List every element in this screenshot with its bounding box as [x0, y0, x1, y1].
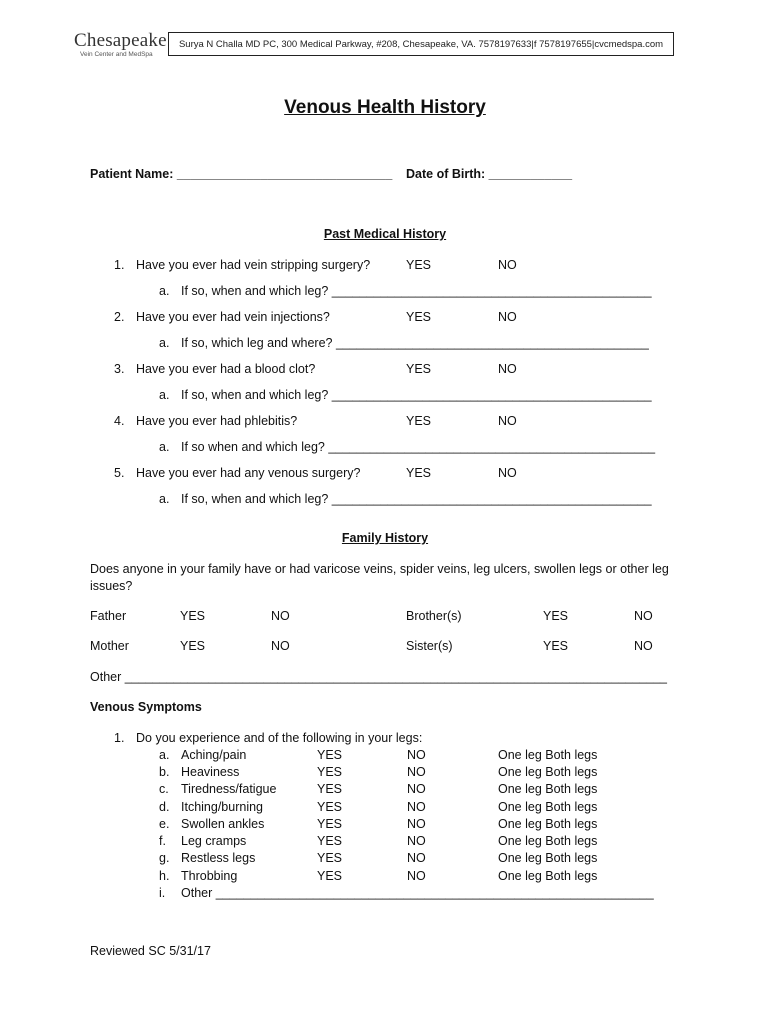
sub-letter: a.: [159, 336, 170, 350]
yes-option[interactable]: YES: [317, 782, 343, 796]
sub-letter: a.: [159, 440, 170, 454]
question-text: Have you ever had a blood clot?: [136, 362, 316, 376]
question-text: Have you ever had vein injections?: [136, 310, 330, 324]
no-option[interactable]: NO: [271, 639, 290, 653]
question-number: 5.: [114, 466, 125, 480]
symptom-label: Restless legs: [181, 851, 256, 865]
yes-option[interactable]: YES: [543, 639, 569, 653]
question-number: 3.: [114, 362, 125, 376]
sub-answer-field[interactable]: If so when and which leg? _______________________________________________: [181, 440, 656, 454]
leg-options[interactable]: One leg Both legs: [498, 782, 598, 796]
yes-option[interactable]: YES: [317, 800, 343, 814]
no-option[interactable]: NO: [407, 869, 426, 883]
no-option[interactable]: NO: [498, 310, 517, 324]
clinic-contact-text: Surya N Challa MD PC, 300 Medical Parkway, #208, Chesapeake, VA. 7578197633|f 7578197655|cvcmedspa.com: [178, 38, 664, 50]
leg-options[interactable]: One leg Both legs: [498, 800, 598, 814]
symptom-letter: g.: [159, 851, 170, 865]
no-option[interactable]: NO: [498, 258, 517, 272]
symptom-letter: a.: [159, 748, 170, 762]
no-option[interactable]: NO: [498, 362, 517, 376]
date-of-birth-field[interactable]: Date of Birth: ____________: [406, 167, 573, 181]
no-option[interactable]: NO: [634, 639, 653, 653]
logo-subtitle: Vein Center and MedSpa: [80, 51, 153, 58]
question-text: Have you ever had phlebitis?: [136, 414, 298, 428]
family-history-heading: Family History: [341, 531, 429, 545]
symptom-letter: e.: [159, 817, 170, 831]
sub-letter: a.: [159, 284, 170, 298]
patient-name-field[interactable]: Patient Name: _______________________________: [90, 167, 393, 181]
leg-options[interactable]: One leg Both legs: [498, 748, 598, 762]
no-option[interactable]: NO: [407, 782, 426, 796]
symptom-label: Leg cramps: [181, 834, 247, 848]
yes-option[interactable]: YES: [406, 414, 432, 428]
yes-option[interactable]: YES: [406, 310, 432, 324]
symptom-letter: c.: [159, 782, 169, 796]
logo-name: Chesapeake: [74, 30, 167, 51]
family-member-label: Brother(s): [406, 609, 462, 623]
question-text: Have you ever had vein stripping surgery?: [136, 258, 371, 272]
venous-symptoms-heading: Venous Symptoms: [90, 700, 202, 714]
yes-option[interactable]: YES: [406, 466, 432, 480]
symptoms-question: Do you experience and of the following in your legs:: [136, 731, 423, 745]
yes-option[interactable]: YES: [317, 748, 343, 762]
question-number: 2.: [114, 310, 125, 324]
sub-answer-field[interactable]: If so, when and which leg? ______________________________________________: [181, 492, 652, 506]
yes-option[interactable]: YES: [406, 258, 432, 272]
question-number: 1.: [114, 731, 125, 745]
family-question-line2: issues?: [90, 579, 133, 593]
yes-option[interactable]: YES: [317, 817, 343, 831]
symptom-letter: b.: [159, 765, 170, 779]
sub-answer-field[interactable]: If so, which leg and where? _____________________________________________: [181, 336, 649, 350]
no-option[interactable]: NO: [407, 851, 426, 865]
yes-option[interactable]: YES: [180, 639, 206, 653]
no-option[interactable]: NO: [407, 817, 426, 831]
clinic-contact-box: [168, 32, 674, 56]
yes-option[interactable]: YES: [317, 869, 343, 883]
clinic-logo: [74, 31, 167, 58]
symptom-other-field[interactable]: Other _______________________________________________________________: [181, 886, 654, 900]
no-option[interactable]: NO: [407, 748, 426, 762]
leg-options[interactable]: One leg Both legs: [498, 817, 598, 831]
yes-option[interactable]: YES: [406, 362, 432, 376]
no-option[interactable]: NO: [407, 834, 426, 848]
yes-option[interactable]: YES: [317, 834, 343, 848]
question-number: 1.: [114, 258, 125, 272]
symptom-label: Heaviness: [181, 765, 240, 779]
leg-options[interactable]: One leg Both legs: [498, 834, 598, 848]
reviewed-footer: Reviewed SC 5/31/17: [90, 944, 211, 958]
no-option[interactable]: NO: [407, 800, 426, 814]
symptom-letter: h.: [159, 869, 170, 883]
page-title: Venous Health History: [284, 97, 486, 118]
symptom-letter: i.: [159, 886, 166, 900]
sub-letter: a.: [159, 492, 170, 506]
question-number: 4.: [114, 414, 125, 428]
family-member-label: Father: [90, 609, 127, 623]
yes-option[interactable]: YES: [317, 851, 343, 865]
leg-options[interactable]: One leg Both legs: [498, 765, 598, 779]
yes-option[interactable]: YES: [543, 609, 569, 623]
family-member-label: Sister(s): [406, 639, 453, 653]
symptom-label: Itching/burning: [181, 800, 264, 814]
symptom-letter: f.: [159, 834, 166, 848]
no-option[interactable]: NO: [271, 609, 290, 623]
symptom-label: Tiredness/fatigue: [181, 782, 277, 796]
no-option[interactable]: NO: [407, 765, 426, 779]
sub-letter: a.: [159, 388, 170, 402]
symptom-label: Aching/pain: [181, 748, 247, 762]
no-option[interactable]: NO: [498, 466, 517, 480]
leg-options[interactable]: One leg Both legs: [498, 851, 598, 865]
sub-answer-field[interactable]: If so, when and which leg? ______________________________________________: [181, 388, 652, 402]
symptom-label: Swollen ankles: [181, 817, 265, 831]
past-medical-heading: Past Medical History: [323, 227, 447, 241]
yes-option[interactable]: YES: [317, 765, 343, 779]
family-question-line1: Does anyone in your family have or had varicose veins, spider veins, leg ulcers, swollen legs or other leg: [90, 562, 669, 576]
family-other-field[interactable]: Other ______________________________________________________________________________: [90, 670, 667, 684]
family-member-label: Mother: [90, 639, 129, 653]
symptom-letter: d.: [159, 800, 170, 814]
symptom-label: Throbbing: [181, 869, 238, 883]
question-text: Have you ever had any venous surgery?: [136, 466, 361, 480]
no-option[interactable]: NO: [634, 609, 653, 623]
no-option[interactable]: NO: [498, 414, 517, 428]
sub-answer-field[interactable]: If so, when and which leg? ______________________________________________: [181, 284, 652, 298]
yes-option[interactable]: YES: [180, 609, 206, 623]
leg-options[interactable]: One leg Both legs: [498, 869, 598, 883]
